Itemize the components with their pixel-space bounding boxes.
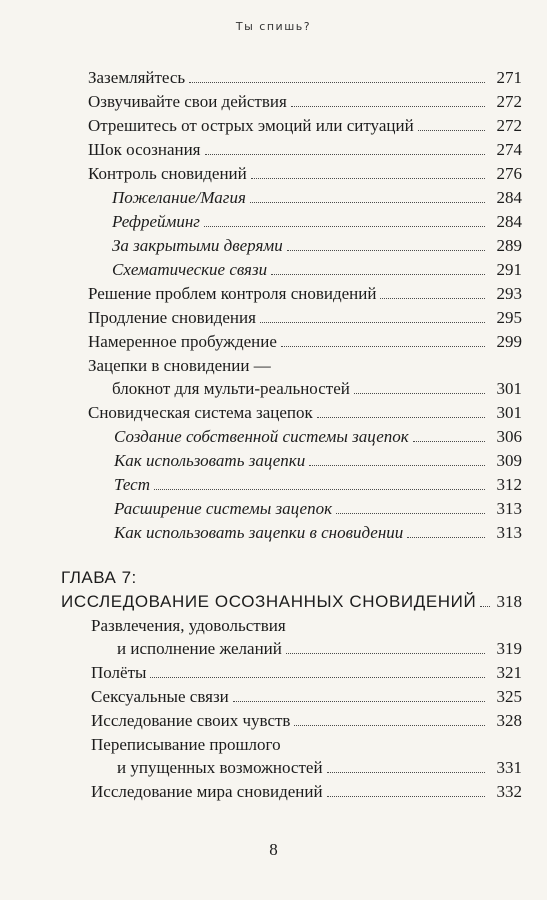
- toc-entry-page: 284: [496, 212, 522, 231]
- toc-entry-page: 272: [496, 92, 522, 111]
- dot-leader: [327, 796, 485, 797]
- toc-entry-line1: [0, 735, 547, 757]
- toc-entry-title: Озвучивайте свои действия: [88, 92, 287, 111]
- toc-entry: [0, 164, 547, 186]
- toc-entry-page: 271: [496, 68, 522, 87]
- toc-entry: [0, 308, 547, 330]
- toc-subentry: [0, 451, 547, 473]
- toc-entry-title: Сексуальные связи: [91, 687, 229, 706]
- dot-leader: [281, 346, 485, 347]
- toc-entry-page: 312: [496, 475, 522, 494]
- toc-entry-page: 295: [496, 308, 522, 327]
- chapter-title: ИССЛЕДОВАНИЕ ОСОЗНАННЫХ СНОВИДЕНИЙ: [61, 592, 477, 611]
- toc-entry-page: 306: [496, 427, 522, 446]
- dot-leader: [336, 513, 485, 514]
- toc-subentry: [0, 427, 547, 449]
- chapter-number: ГЛАВА 7:: [61, 568, 137, 587]
- toc-entry-title: Контроль сновидений: [88, 164, 247, 183]
- toc-entry-page: 301: [496, 379, 522, 398]
- toc-subentry: [0, 260, 547, 282]
- toc-subentry: [0, 212, 547, 234]
- dot-leader: [291, 106, 485, 107]
- toc-entry-title: Зацепки в сновидении —: [88, 356, 271, 375]
- dot-leader: [286, 653, 485, 654]
- toc-entry-title: Переписывание прошлого: [91, 735, 281, 754]
- dot-leader: [189, 82, 485, 83]
- toc-entry-line2: [0, 639, 547, 661]
- dot-leader: [418, 130, 485, 131]
- toc-subentry: [0, 236, 547, 258]
- toc-entry-title: Как использовать зацепки: [114, 451, 306, 470]
- toc-entry: [0, 687, 547, 709]
- toc-entry: [0, 332, 547, 354]
- dot-leader: [354, 393, 485, 394]
- toc-entry-title: Продление сновидения: [88, 308, 256, 327]
- toc-entry-title: Решение проблем контроля сновидений: [88, 284, 377, 303]
- toc-entry-page: 309: [496, 451, 522, 470]
- dot-leader: [380, 298, 485, 299]
- toc-entry-page: 276: [496, 164, 522, 183]
- toc-entry-page: 272: [496, 116, 522, 135]
- toc-entry-title: Сновидческая система зацепок: [88, 403, 313, 422]
- toc-entry-page: 299: [496, 332, 522, 351]
- toc-entry-page: 328: [496, 711, 522, 730]
- toc-entry-page: 313: [496, 499, 522, 518]
- toc-entry-page: 319: [496, 639, 522, 658]
- toc-entry-page: 274: [496, 140, 522, 159]
- toc-entry: [0, 68, 547, 90]
- toc-entry-page: 321: [496, 663, 522, 682]
- toc-entry-title: блокнот для мульти-реальностей: [112, 379, 350, 398]
- dot-leader: [250, 202, 485, 203]
- toc-entry-page: 293: [496, 284, 522, 303]
- running-header: Ты спишь?: [235, 20, 312, 33]
- toc-entry: [0, 116, 547, 138]
- toc-entry-title: Пожелание/Магия: [112, 188, 246, 207]
- toc-entry-title: Шок осознания: [88, 140, 201, 159]
- dot-leader: [317, 417, 485, 418]
- toc-entry-title: Исследование своих чувств: [91, 711, 291, 730]
- chapter-heading: [0, 592, 547, 614]
- toc-entry: [0, 663, 547, 685]
- toc-subentry: [0, 499, 547, 521]
- toc-subentry: [0, 188, 547, 210]
- toc-entry-title: Как использовать зацепки в сновидении: [114, 523, 404, 542]
- toc-entry-title: Развлечения, удовольствия: [91, 616, 286, 635]
- toc-entry: [0, 284, 547, 306]
- dot-leader: [413, 441, 485, 442]
- toc-entry-line1: [0, 356, 547, 378]
- dot-leader: [327, 772, 485, 773]
- toc-entry-title: Заземляйтесь: [88, 68, 186, 87]
- dot-leader: [233, 701, 485, 702]
- toc-entry-title: За закрытыми дверями: [112, 236, 283, 255]
- dot-leader: [287, 250, 485, 251]
- toc-entry-title: и упущенных возможностей: [117, 758, 323, 777]
- toc-entry-line2: [0, 758, 547, 780]
- toc-entry-title: Намеренное пробуждение: [88, 332, 277, 351]
- toc-entry-title: Расширение системы зацепок: [114, 499, 333, 518]
- dot-leader: [294, 725, 485, 726]
- toc-subentry: [0, 523, 547, 545]
- toc-entry: [0, 140, 547, 162]
- toc-entry: [0, 403, 547, 425]
- dot-leader: [205, 154, 485, 155]
- dot-leader: [204, 226, 485, 227]
- dot-leader: [251, 178, 485, 179]
- dot-leader: [154, 489, 485, 490]
- toc-entry-title: и исполнение желаний: [117, 639, 282, 658]
- toc-entry-page: 289: [496, 236, 522, 255]
- dot-leader: [260, 322, 485, 323]
- dot-leader: [271, 274, 485, 275]
- toc-entry-line2: [0, 379, 547, 401]
- toc-entry-page: 291: [496, 260, 522, 279]
- toc-entry-title: Полёты: [91, 663, 147, 682]
- toc-entry-page: 313: [496, 523, 522, 542]
- toc-entry-page: 332: [496, 782, 522, 801]
- toc-entry-page: 331: [496, 758, 522, 777]
- dot-leader: [309, 465, 485, 466]
- toc-entry-title: Тест: [114, 475, 150, 494]
- toc-entry-line1: [0, 616, 547, 638]
- toc-entry: [0, 92, 547, 114]
- toc-entry-page: 284: [496, 188, 522, 207]
- toc-entry: [0, 782, 547, 804]
- toc-entry: [0, 711, 547, 733]
- toc-entry-page: 325: [496, 687, 522, 706]
- toc-entry-page: 301: [496, 403, 522, 422]
- toc-entry-title: Рефрейминг: [112, 212, 200, 231]
- toc-subentry: [0, 475, 547, 497]
- dot-leader: [407, 537, 485, 538]
- toc-entry-title: Создание собственной системы зацепок: [114, 427, 409, 446]
- toc-entry-title: Отрешитесь от острых эмоций или ситуаций: [88, 116, 414, 135]
- chapter-page: 318: [496, 592, 522, 611]
- dot-leader: [150, 677, 485, 678]
- page-number: 8: [269, 840, 278, 859]
- toc-entry-title: Исследование мира сновидений: [91, 782, 323, 801]
- toc-entry-title: Схематические связи: [112, 260, 268, 279]
